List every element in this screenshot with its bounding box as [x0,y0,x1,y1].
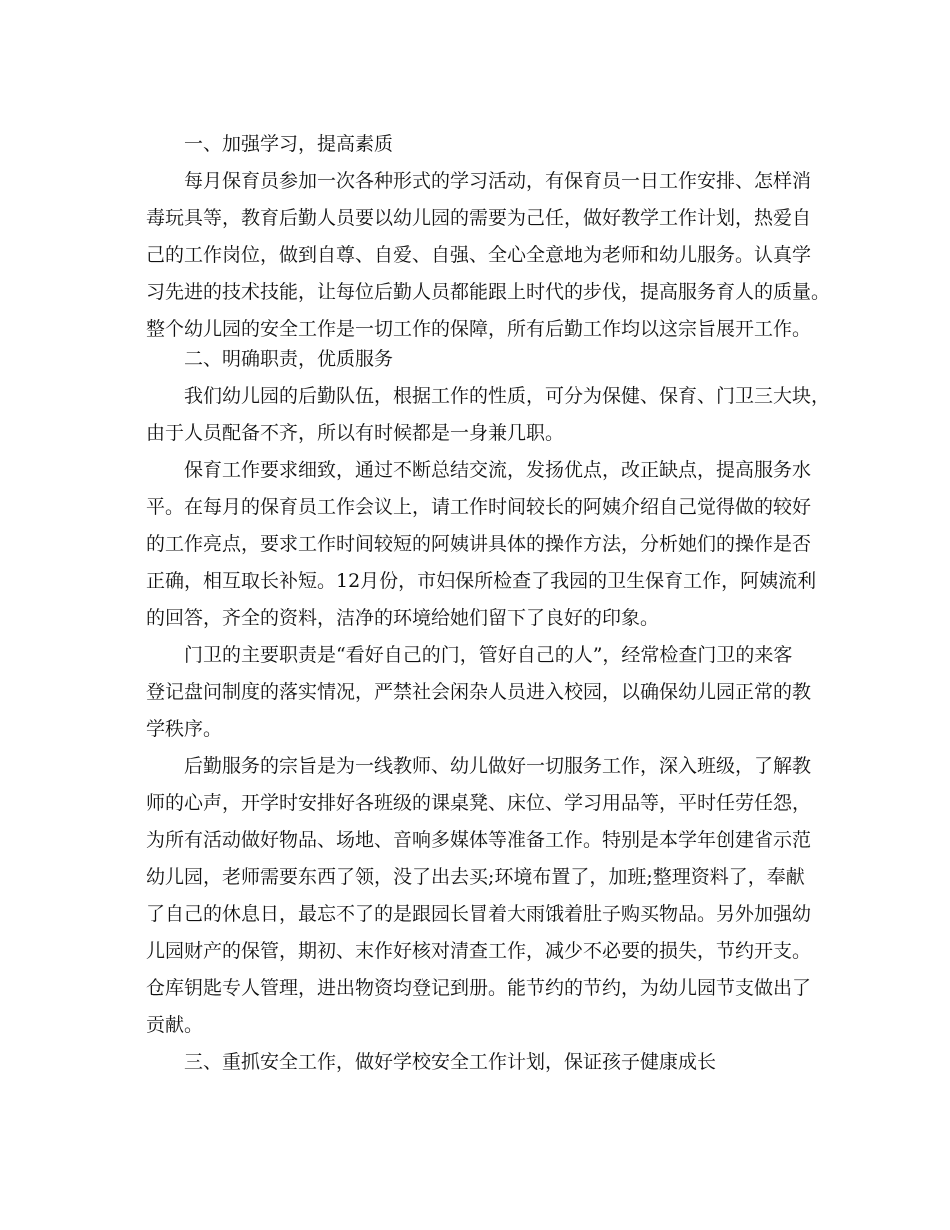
paragraph-line: 的工作亮点，要求工作时间较短的阿姨讲具体的操作方法，分析她们的操作是否 [146,533,812,555]
paragraph-line: 为所有活动做好物品、场地、音响多媒体等准备工作。特别是本学年创建省示范 [146,829,812,851]
paragraph-line: 我们幼儿园的后勤队伍，根据工作的性质，可分为保健、保育、门卫三大块， [184,385,831,407]
paragraph-line: 每月保育员参加一次各种形式的学习活动，有保育员一日工作安排、怎样消 [184,170,812,192]
paragraph-line: 学秩序。 [146,718,223,740]
paragraph-line: 贡献。 [146,1014,204,1036]
paragraph-line: 儿园财产的保管，期初、末作好核对清查工作，减少不必要的损失，节约开支。 [146,940,812,962]
heading-section-2: 二、明确职责，优质服务 [184,348,394,370]
paragraph-line: 由于人员配备不齐，所以有时候都是一身兼几职。 [146,422,565,444]
paragraph-line: 的回答，齐全的资料，洁净的环境给她们留下了良好的印象。 [146,607,660,629]
heading-section-3: 三、重抓安全工作，做好学校安全工作计划，保证孩子健康成长 [184,1051,717,1073]
paragraph-line: 了自己的休息日，最忘不了的是跟园长冒着大雨饿着肚子购买物品。另外加强幼 [146,903,812,925]
heading-section-1: 一、加强学习，提高素质 [184,133,394,155]
paragraph-line: 保育工作要求细致，通过不断总结交流，发扬优点，改正缺点，提高服务水 [184,459,812,481]
paragraph-line: 门卫的主要职责是“看好自己的门，管好自己的人”，经常检查门卫的来客 [184,644,793,666]
paragraph-line: 仓库钥匙专人管理，进出物资均登记到册。能节约的节约，为幼儿园节支做出了 [146,977,812,999]
paragraph-line: 正确，相互取长补短。12月份，市妇保所检查了我园的卫生保育工作，阿姨流利 [146,570,817,592]
paragraph-line: 整个幼儿园的安全工作是一切工作的保障，所有后勤工作均以这宗旨展开工作。 [146,318,812,340]
paragraph-line: 习先进的技术技能，让每位后勤人员都能跟上时代的步伐，提高服务育人的质量。 [146,281,831,303]
paragraph-line: 幼儿园，老师需要东西了领，没了出去买;环境布置了，加班;整理资料了，奉献 [146,866,805,888]
paragraph-line: 己的工作岗位，做到自尊、自爱、自强、全心全意地为老师和幼儿服务。认真学 [146,244,812,266]
paragraph-line: 平。在每月的保育员工作会议上，请工作时间较长的阿姨介绍自己觉得做的较好 [146,496,812,518]
paragraph-line: 师的心声，开学时安排好各班级的课桌凳、床位、学习用品等，平时任劳任怨， [146,792,812,814]
paragraph-line: 毒玩具等，教育后勤人员要以幼儿园的需要为己任，做好教学工作计划，热爱自 [146,207,812,229]
paragraph-line: 登记盘问制度的落实情况，严禁社会闲杂人员进入校园，以确保幼儿园正常的教 [146,681,812,703]
paragraph-line: 后勤服务的宗旨是为一线教师、幼儿做好一切服务工作，深入班级，了解教 [184,755,812,777]
